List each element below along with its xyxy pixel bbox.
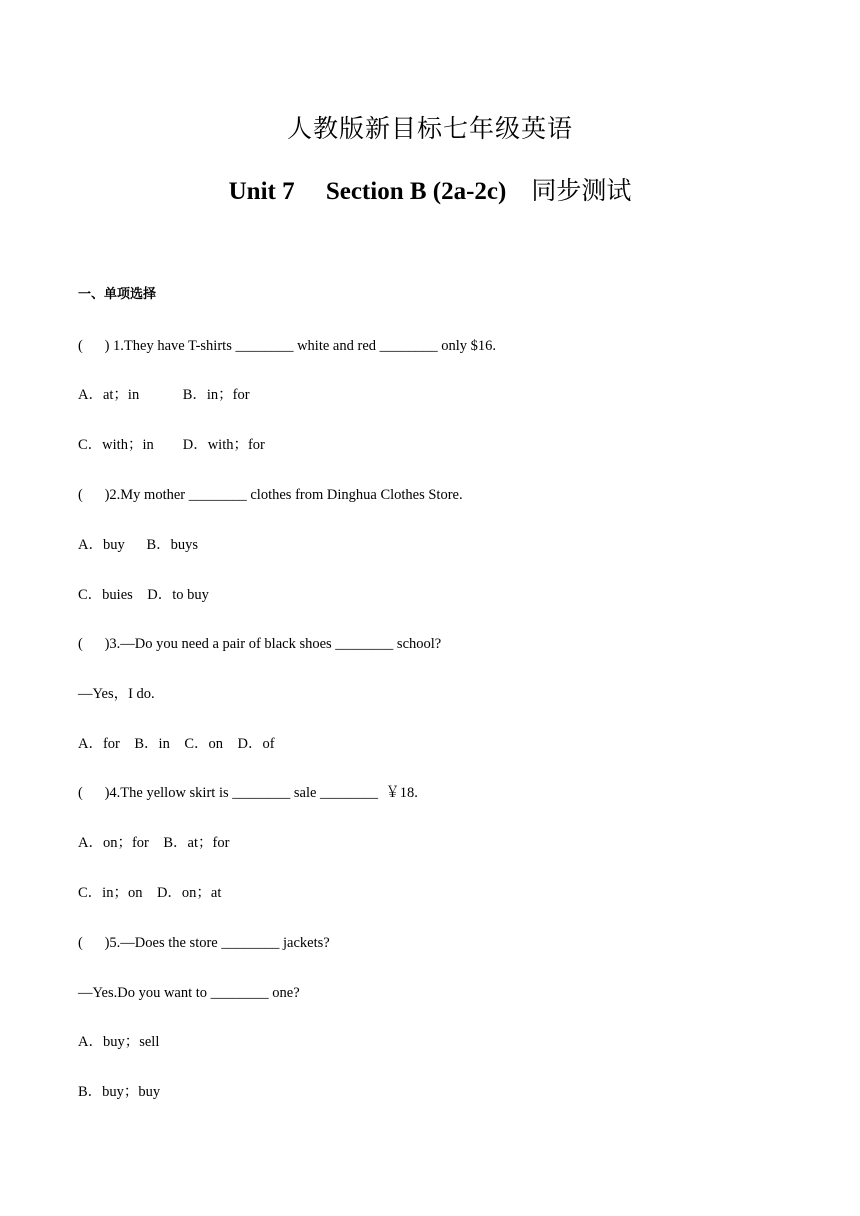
document-title: 人教版新目标七年级英语 xyxy=(286,114,573,143)
option-line: A．at；in B．in；for xyxy=(78,387,250,403)
option-line: A．buy；sell xyxy=(78,1034,160,1050)
subtitle-chinese: 同步测试 xyxy=(531,176,632,205)
option-line: A．on；for B．at；for xyxy=(78,835,230,851)
answer-line: —Yes，I do. xyxy=(78,686,155,702)
answer-line: —Yes.Do you want to ________ one? xyxy=(78,985,300,1001)
option-line: A．for B．in C．on D．of xyxy=(78,736,275,752)
option-line: C．with；in D．with；for xyxy=(78,437,265,453)
question-line: ( )4.The yellow skirt is ________ sale ________ ￥18. xyxy=(78,785,418,801)
section-heading: 一、单项选择 xyxy=(78,287,157,302)
option-line: B．buy；buy xyxy=(78,1084,161,1100)
question-line: ( )5.—Does the store ________ jackets? xyxy=(78,935,330,951)
document-subtitle xyxy=(0,174,860,209)
subtitle-unit: Unit 7 Section B (2a-2c) xyxy=(228,178,507,205)
question-line: ( ) 1.They have T-shirts ________ white and red ________ only $16. xyxy=(78,338,497,354)
option-line: A．buy B．buys xyxy=(78,537,199,553)
question-line: ( )3.—Do you need a pair of black shoes ________ school? xyxy=(78,636,442,652)
question-line: ( )2.My mother ________ clothes from Dinghua Clothes Store. xyxy=(78,487,463,503)
option-line: C．buies D．to buy xyxy=(78,587,209,603)
option-line: C．in；on D．on；at xyxy=(78,885,222,901)
